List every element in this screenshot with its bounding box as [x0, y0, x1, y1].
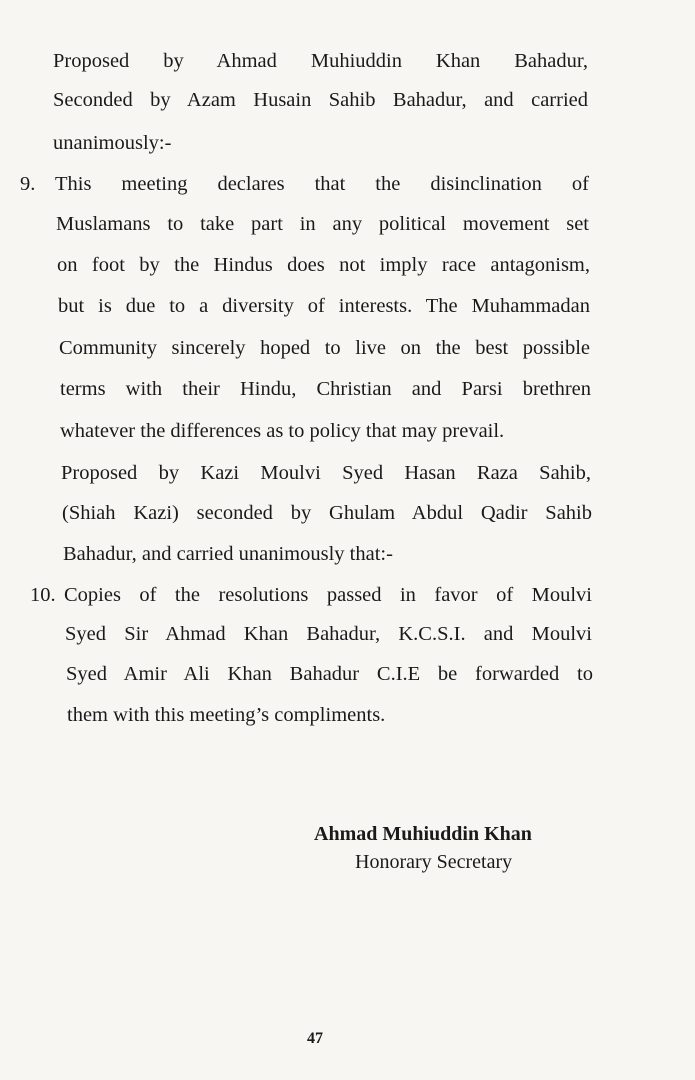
text-line: This meeting declares that the disinclination of [55, 173, 589, 195]
item-number: 10. [30, 584, 56, 606]
text-line: Seconded by Azam Husain Sahib Bahadur, and carried [53, 89, 588, 111]
text-line: Community sincerely hoped to live on the best possible [59, 337, 590, 359]
item-number: 9. [20, 173, 36, 195]
page-number: 47 [307, 1030, 323, 1047]
text-line: Syed Sir Ahmad Khan Bahadur, K.C.S.I. and Moulvi [65, 623, 592, 645]
text-line: Copies of the resolutions passed in favor of Moulvi [64, 584, 592, 606]
text-line: but is due to a diversity of interests. The Muhammadan [58, 295, 590, 317]
text-line: unanimously:- [53, 132, 172, 154]
text-line: whatever the differences as to policy that may prevail. [60, 420, 505, 442]
text-line: Muslamans to take part in any political movement set [56, 213, 589, 235]
text-line: Bahadur, and carried unanimously that:- [63, 543, 393, 565]
text-line: terms with their Hindu, Christian and Parsi brethren [60, 378, 591, 400]
text-line: on foot by the Hindus does not imply race antagonism, [57, 254, 590, 276]
signatory-name: Ahmad Muhiuddin Khan [314, 823, 532, 845]
text-line: Proposed by Ahmad Muhiuddin Khan Bahadur, [53, 50, 588, 72]
text-line: Syed Amir Ali Khan Bahadur C.I.E be forwarded to [66, 663, 593, 685]
signatory-title: Honorary Secretary [355, 851, 513, 873]
text-line: (Shiah Kazi) seconded by Ghulam Abdul Qadir Sahib [62, 502, 592, 524]
text-line: them with this meeting’s compliments. [67, 704, 386, 726]
text-line: Proposed by Kazi Moulvi Syed Hasan Raza Sahib, [61, 462, 591, 484]
